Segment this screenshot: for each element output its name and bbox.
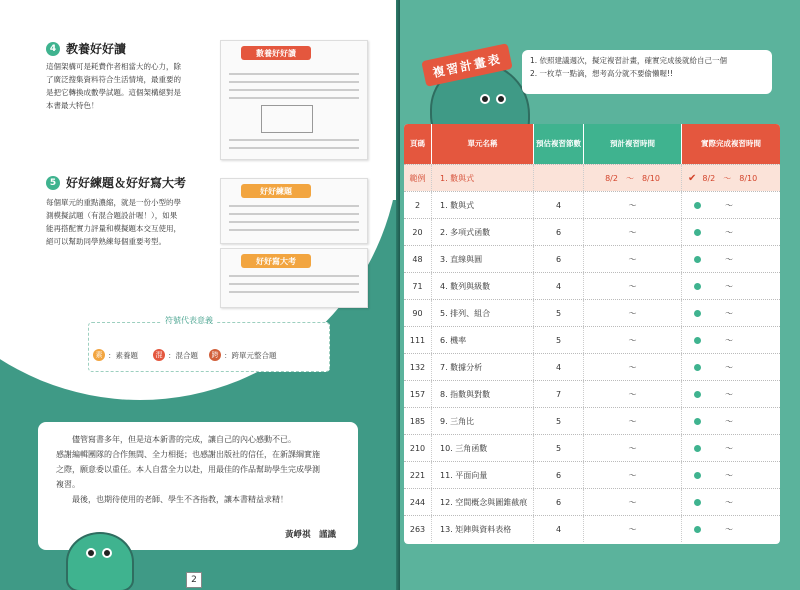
- sample-page-reading: [220, 40, 368, 160]
- row-planned-time[interactable]: ～: [584, 273, 682, 299]
- table-header: [404, 124, 780, 164]
- header-unit: 單元名稱: [432, 124, 534, 164]
- row-planned-time[interactable]: ～: [584, 489, 682, 515]
- status-dot-icon[interactable]: [694, 229, 701, 236]
- review-plan-table: [404, 124, 780, 544]
- row-page-number: 48: [404, 246, 432, 272]
- table-row: [404, 218, 780, 245]
- row-unit-name: 12. 空間概念與圖錐截痕: [432, 489, 534, 515]
- legend-title: 符號代表意義: [161, 315, 217, 326]
- sample-page-exam: [220, 248, 368, 308]
- page-number: 2: [186, 572, 202, 588]
- row-planned-time[interactable]: ～: [584, 246, 682, 272]
- row-actual-time[interactable]: ～: [682, 192, 780, 218]
- author-signature: 黃崢祺 謹識: [284, 530, 336, 540]
- row-actual-time[interactable]: ～: [682, 381, 780, 407]
- row-page-number: 90: [404, 300, 432, 326]
- row-actual-time[interactable]: ～: [682, 300, 780, 326]
- table-row-example: 範例 1. 數與式 8/2 ～ 8/10 ✔ 8/2 ～ 8/10: [404, 164, 780, 191]
- status-dot-icon[interactable]: [694, 418, 701, 425]
- header-page: 頁碼: [404, 124, 432, 164]
- row-page-number: 111: [404, 327, 432, 353]
- status-dot-icon[interactable]: [694, 445, 701, 452]
- preface-line-2: 感謝編輯團隊的合作無間、全力相挺；也感謝出版社的信任，在新課綱實施: [56, 450, 320, 459]
- preface-line-4: 複習。: [56, 480, 80, 489]
- status-dot-icon[interactable]: [694, 283, 701, 290]
- table-row: [404, 326, 780, 353]
- row-planned-time[interactable]: ～: [584, 327, 682, 353]
- row-planned-time[interactable]: ～: [584, 462, 682, 488]
- header-actual-time: 實際完成複習時間: [682, 124, 780, 164]
- row-sessions: 5: [534, 408, 584, 434]
- row-actual-time[interactable]: ～: [682, 408, 780, 434]
- legend-item-cross-unit: 跨 ：跨單元整合題: [209, 349, 277, 361]
- row-planned-time[interactable]: ～: [584, 408, 682, 434]
- row-planned-time[interactable]: ～: [584, 219, 682, 245]
- row-actual-time[interactable]: ～: [682, 327, 780, 353]
- row-page-number: 20: [404, 219, 432, 245]
- table-row: [404, 488, 780, 515]
- literacy-icon: 素: [93, 349, 105, 361]
- row-planned-time[interactable]: ～: [584, 516, 682, 542]
- row-planned-time[interactable]: ～: [584, 381, 682, 407]
- sample-exam-tag: 好好寫大考: [241, 254, 311, 268]
- section-5-title: 好好練題＆好好寫大考: [66, 176, 187, 190]
- preface-line-3: 之際，願意委以重任。本人自當全力以赴，用最佳的作品幫助學生完成學測: [56, 465, 320, 474]
- section-4-title: 教養好好讀: [66, 42, 127, 56]
- table-row: [404, 245, 780, 272]
- status-dot-icon[interactable]: [694, 526, 701, 533]
- table-row: [404, 299, 780, 326]
- symbol-legend: [88, 316, 330, 372]
- instruction-1: 1. 依照建議週次，擬定複習計畫，確實完成後就給自己一個: [530, 56, 728, 65]
- left-page: [0, 0, 398, 590]
- row-sessions: 6: [534, 462, 584, 488]
- row-unit-name: 6. 機率: [432, 327, 534, 353]
- section-4-heading: [46, 40, 126, 57]
- row-unit-name: 8. 指數與對數: [432, 381, 534, 407]
- row-unit-name: 5. 排列、組合: [432, 300, 534, 326]
- status-dot-icon[interactable]: [694, 310, 701, 317]
- status-dot-icon[interactable]: [694, 391, 701, 398]
- row-page-number: 132: [404, 354, 432, 380]
- row-page-number: 221: [404, 462, 432, 488]
- row-sessions: 6: [534, 219, 584, 245]
- header-sessions: 預估複習節數: [534, 124, 584, 164]
- review-plan-title: 複習計畫表: [421, 43, 512, 87]
- cross-unit-icon: 跨: [209, 349, 221, 361]
- row-planned-time[interactable]: ～: [584, 300, 682, 326]
- sample-practice-tag: 好好練題: [241, 184, 311, 198]
- section-5-heading: [46, 174, 186, 191]
- table-row: [404, 434, 780, 461]
- row-unit-name: 1. 數與式: [432, 192, 534, 218]
- status-dot-icon[interactable]: [694, 256, 701, 263]
- preface-box: [38, 422, 358, 550]
- mascot-character: [66, 532, 134, 590]
- row-unit-name: 3. 直線與圓: [432, 246, 534, 272]
- sample-reading-tag: 數養好好讀: [241, 46, 311, 60]
- instruction-2: 2. 一枚草一點滴，想考高分就不要偷懶喔!!: [530, 69, 674, 78]
- row-planned-time[interactable]: ～: [584, 192, 682, 218]
- row-page-number: 157: [404, 381, 432, 407]
- status-dot-icon[interactable]: [694, 337, 701, 344]
- legend-item-literacy: 素 ：素養題: [93, 349, 138, 361]
- row-page-number: 244: [404, 489, 432, 515]
- row-sessions: 7: [534, 381, 584, 407]
- table-row: [404, 407, 780, 434]
- row-sessions: 4: [534, 273, 584, 299]
- preface-line-1: 儘管寫書多年，但是這本新書的完成，讓自己的內心感動不已。: [72, 435, 296, 444]
- row-sessions: 6: [534, 489, 584, 515]
- row-actual-time[interactable]: ～: [682, 219, 780, 245]
- row-sessions: 5: [534, 300, 584, 326]
- checkmark-icon: ✔: [688, 172, 697, 184]
- row-sessions: 4: [534, 192, 584, 218]
- row-page-number: 2: [404, 192, 432, 218]
- row-unit-name: 4. 數列與級數: [432, 273, 534, 299]
- row-unit-name: 11. 平面向量: [432, 462, 534, 488]
- row-sessions: 5: [534, 327, 584, 353]
- row-unit-name: 7. 數據分析: [432, 354, 534, 380]
- header-planned-time: 預計複習時間: [584, 124, 682, 164]
- mixed-icon: 混: [153, 349, 165, 361]
- table-row: [404, 272, 780, 299]
- table-row: [404, 380, 780, 407]
- row-sessions: 6: [534, 246, 584, 272]
- row-actual-time[interactable]: ～: [682, 462, 780, 488]
- section-5-number: 5: [46, 176, 60, 190]
- row-actual-time[interactable]: ～: [682, 246, 780, 272]
- row-sessions: 4: [534, 354, 584, 380]
- table-row: [404, 191, 780, 218]
- legend-item-mixed: 混 ：混合題: [153, 349, 198, 361]
- row-page-number: 263: [404, 516, 432, 542]
- section-4-body: 這個架構可是耗費作者相當大的心力，除 了廣泛搜集資料符合生活情境，最重要的 是把它轉換成數學試題。這個架構絕對是 本書最大特色！: [46, 62, 181, 110]
- table-row: [404, 353, 780, 380]
- row-actual-time[interactable]: ～: [682, 489, 780, 515]
- row-planned-time[interactable]: ～: [584, 354, 682, 380]
- sample-page-practice: [220, 178, 368, 244]
- row-actual-time[interactable]: ～: [682, 516, 780, 542]
- instructions-box: [522, 50, 772, 94]
- row-page-number: 210: [404, 435, 432, 461]
- table-row: [404, 515, 780, 542]
- row-unit-name: 2. 多項式函數: [432, 219, 534, 245]
- row-page-number: 185: [404, 408, 432, 434]
- row-sessions: 4: [534, 516, 584, 542]
- row-actual-time[interactable]: ～: [682, 273, 780, 299]
- row-unit-name: 9. 三角比: [432, 408, 534, 434]
- table-row: [404, 461, 780, 488]
- row-sessions: 5: [534, 435, 584, 461]
- row-unit-name: 13. 矩陣與資料表格: [432, 516, 534, 542]
- section-4-number: 4: [46, 42, 60, 56]
- status-dot-icon[interactable]: [694, 499, 701, 506]
- row-actual-time[interactable]: ～: [682, 435, 780, 461]
- row-page-number: 71: [404, 273, 432, 299]
- row-planned-time[interactable]: ～: [584, 435, 682, 461]
- status-dot-icon[interactable]: [694, 364, 701, 371]
- row-unit-name: 10. 三角函數: [432, 435, 534, 461]
- preface-line-5: 最後，也期待使用的老師、學生不吝指教，讓本書精益求精！: [72, 495, 288, 504]
- row-actual-time[interactable]: ～: [682, 354, 780, 380]
- status-dot-icon[interactable]: [694, 202, 701, 209]
- section-5-body: 每個單元的重點濃縮，就是一份小型的學 測模擬試題（有混合題設計喔！），如果 能再搭配實力評量和模擬題本交互使用， 絕可以幫助同學熟練每個重要考型。: [46, 198, 181, 246]
- status-dot-icon[interactable]: [694, 472, 701, 479]
